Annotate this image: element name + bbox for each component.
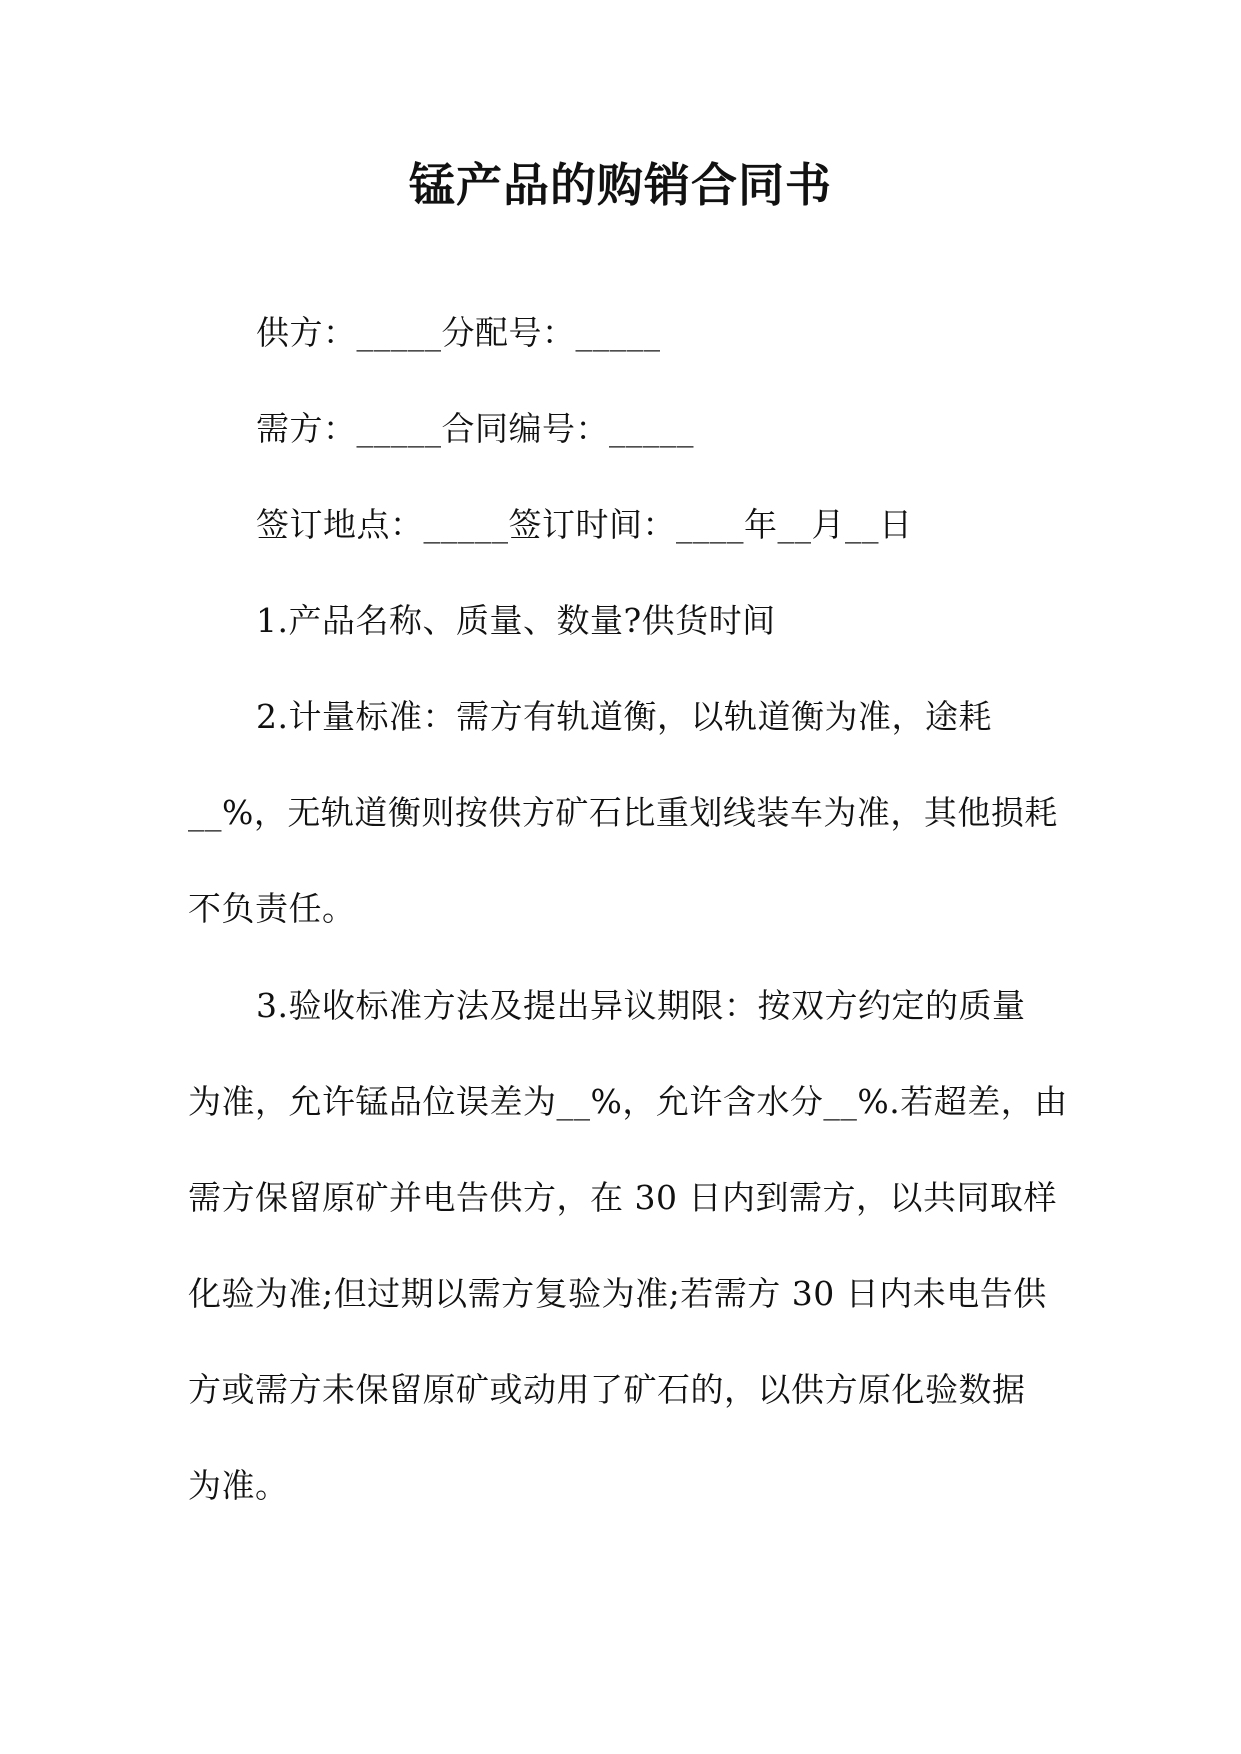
clause-3-line: 方或需方未保留原矿或动用了矿石的，以供方原化验数据 [188,1370,1026,1409]
clause-2-line: 不负责任。 [188,889,356,928]
clause-3-line: 化验为准;但过期以需方复验为准;若需方 30 日内未电告供 [188,1274,1047,1313]
clause-1: 1.产品名称、质量、数量?供货时间 [256,601,776,640]
clause-3-line: 为准。 [188,1466,289,1505]
clause-3-line: 需方保留原矿并电告供方，在 30 日内到需方，以共同取样 [188,1178,1057,1217]
clause-3-line: 3.验收标准方法及提出异议期限：按双方约定的质量 [256,986,1026,1025]
clause-3-line: 为准，允许锰品位误差为__%，允许含水分__%.若超差，由 [188,1082,1068,1121]
supplier-field-line: 供方：_____分配号：_____ [256,313,661,352]
buyer-field-line: 需方：_____合同编号：_____ [256,409,694,448]
clause-2-line: __%，无轨道衡则按供方矿石比重划线装车为准，其他损耗 [188,793,1058,832]
signing-field-line: 签订地点：_____签订时间：____年__月__日 [256,505,913,544]
page-title: 锰产品的购销合同书 [409,158,832,212]
clause-2-line: 2.计量标准：需方有轨道衡，以轨道衡为准，途耗 [256,697,992,736]
